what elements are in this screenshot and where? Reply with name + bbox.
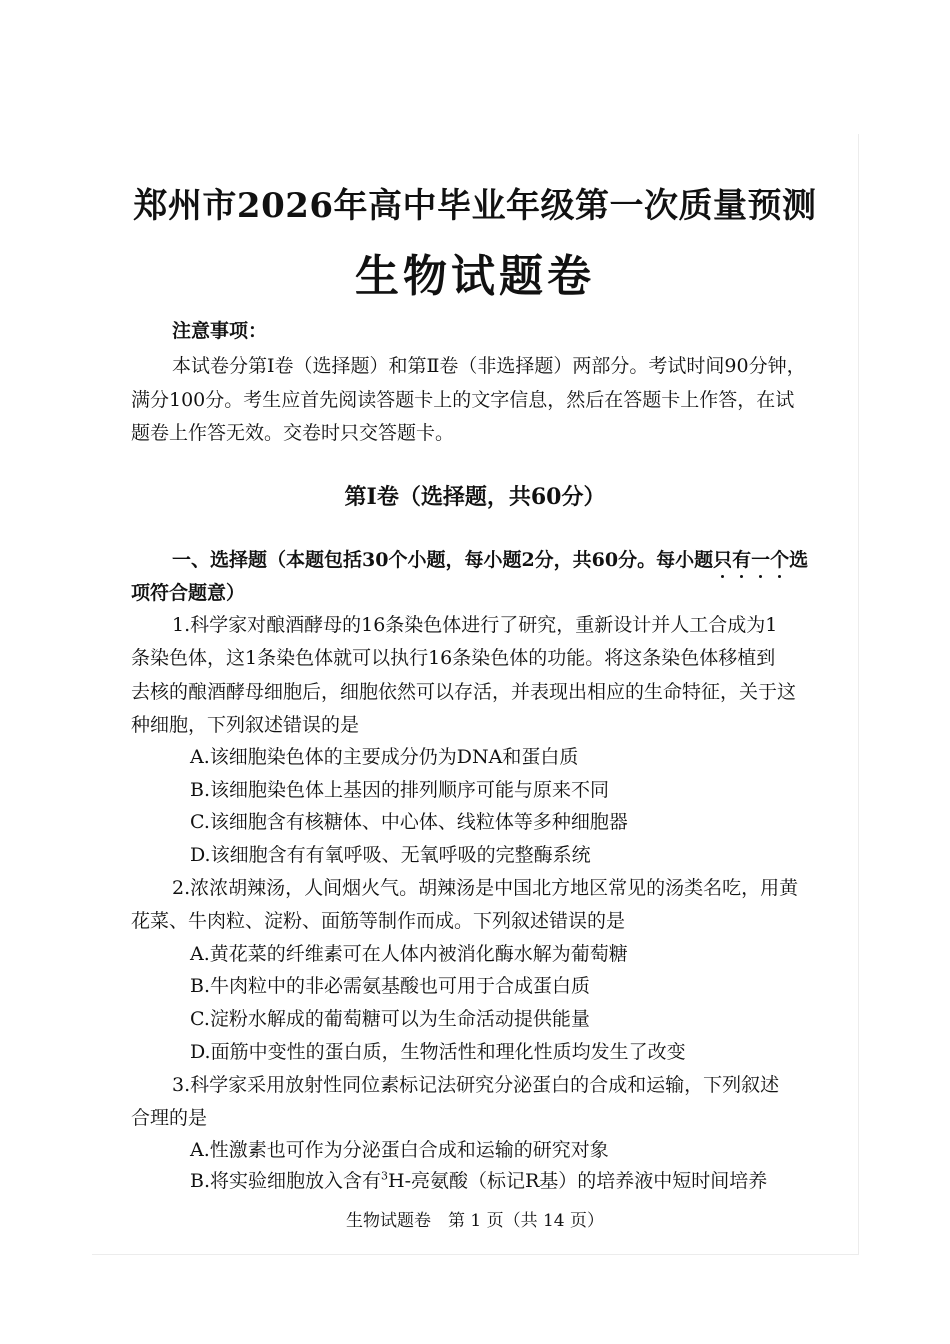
notes-line: 本试卷分第Ⅰ卷（选择题）和第Ⅱ卷（非选择题）两部分。考试时间90分钟， [172, 355, 806, 377]
question-2-option-d: D.面筋中变性的蛋白质，生物活性和理化性质均发生了改变 [190, 1041, 686, 1063]
option-text: B.将实验细胞放入含有 [190, 1170, 382, 1192]
page-footer: 生物试题卷 第 1 页（共 14 页） [345, 1211, 605, 1231]
question-1-option-c: C.该细胞含有核糖体、中心体、线粒体等多种细胞器 [190, 811, 628, 833]
question-2-stem: 2.浓浓胡辣汤，人间烟火气。胡辣汤是中国北方地区常见的汤类名吃，用黄 [172, 877, 799, 899]
emphasis-char: 只 [713, 545, 732, 572]
question-2-stem: 花菜、牛肉粒、淀粉、面筋等制作而成。下列叙述错误的是 [131, 910, 626, 932]
question-1-stem: 条染色体，这1条染色体就可以执行16条染色体的功能。将这条染色体移植到 [131, 647, 776, 669]
question-1-stem: 1.科学家对酿酒酵母的16条染色体进行了研究，重新设计并人工合成为1 [172, 614, 778, 636]
notes-line: 题卷上作答无效。交卷时只交答题卡。 [131, 422, 455, 444]
question-2-option-b: B.牛肉粒中的非必需氨基酸也可用于合成蛋白质 [190, 975, 591, 997]
part-instruction [172, 545, 808, 572]
question-1-option-a: A.该细胞染色体的主要成分仍为DNA和蛋白质 [190, 746, 579, 768]
question-2-option-c: C.淀粉水解成的葡萄糖可以为生命活动提供能量 [190, 1008, 590, 1030]
notes-line: 满分100分。考生应首先阅读答题卡上的文字信息，然后在答题卡上作答，在试 [131, 389, 795, 411]
emphasis-char: 一 [751, 545, 770, 572]
part-instruction-line: 项符合题意） [131, 582, 246, 604]
question-3-stem: 合理的是 [131, 1107, 208, 1129]
emphasis-char: 有 [732, 545, 751, 572]
question-1-option-b: B.该细胞染色体上基因的排列顺序可能与原来不同 [190, 779, 610, 801]
section-title: 第Ⅰ卷（选择题，共60分） [344, 484, 606, 510]
question-3-option-b [190, 1166, 767, 1193]
question-2-option-a: A.黄花菜的纤维素可在人体内被消化酶水解为葡萄糖 [190, 943, 628, 965]
question-1-option-d: D.该细胞含有有氧呼吸、无氧呼吸的完整酶系统 [190, 844, 591, 866]
question-3-option-a: A.性激素也可作为分泌蛋白合成和运输的研究对象 [190, 1139, 609, 1161]
notes-label: 注意事项： [172, 320, 268, 342]
question-1-stem: 去核的酿酒酵母细胞后，细胞依然可以存活，并表现出相应的生命特征，关于这 [131, 681, 797, 703]
exam-title: 郑州市2026年高中毕业年级第一次质量预测 [133, 186, 817, 226]
part-instruction-text: 一、选择题（本题包括30个小题，每小题2分，共60分。每小题 [172, 549, 714, 571]
option-text: H-亮氨酸（标记R基）的培养液中短时间培养 [388, 1170, 768, 1192]
question-3-stem: 3.科学家采用放射性同位素标记法研究分泌蛋白的合成和运输，下列叙述 [172, 1074, 780, 1096]
exam-subtitle: 生物试题卷 [355, 251, 595, 302]
emphasis-char: 个 [770, 545, 789, 572]
isotope-superscript: 3 [381, 1169, 389, 1183]
part-instruction-text: 选 [789, 549, 809, 571]
question-1-stem: 种细胞，下列叙述错误的是 [131, 714, 360, 736]
